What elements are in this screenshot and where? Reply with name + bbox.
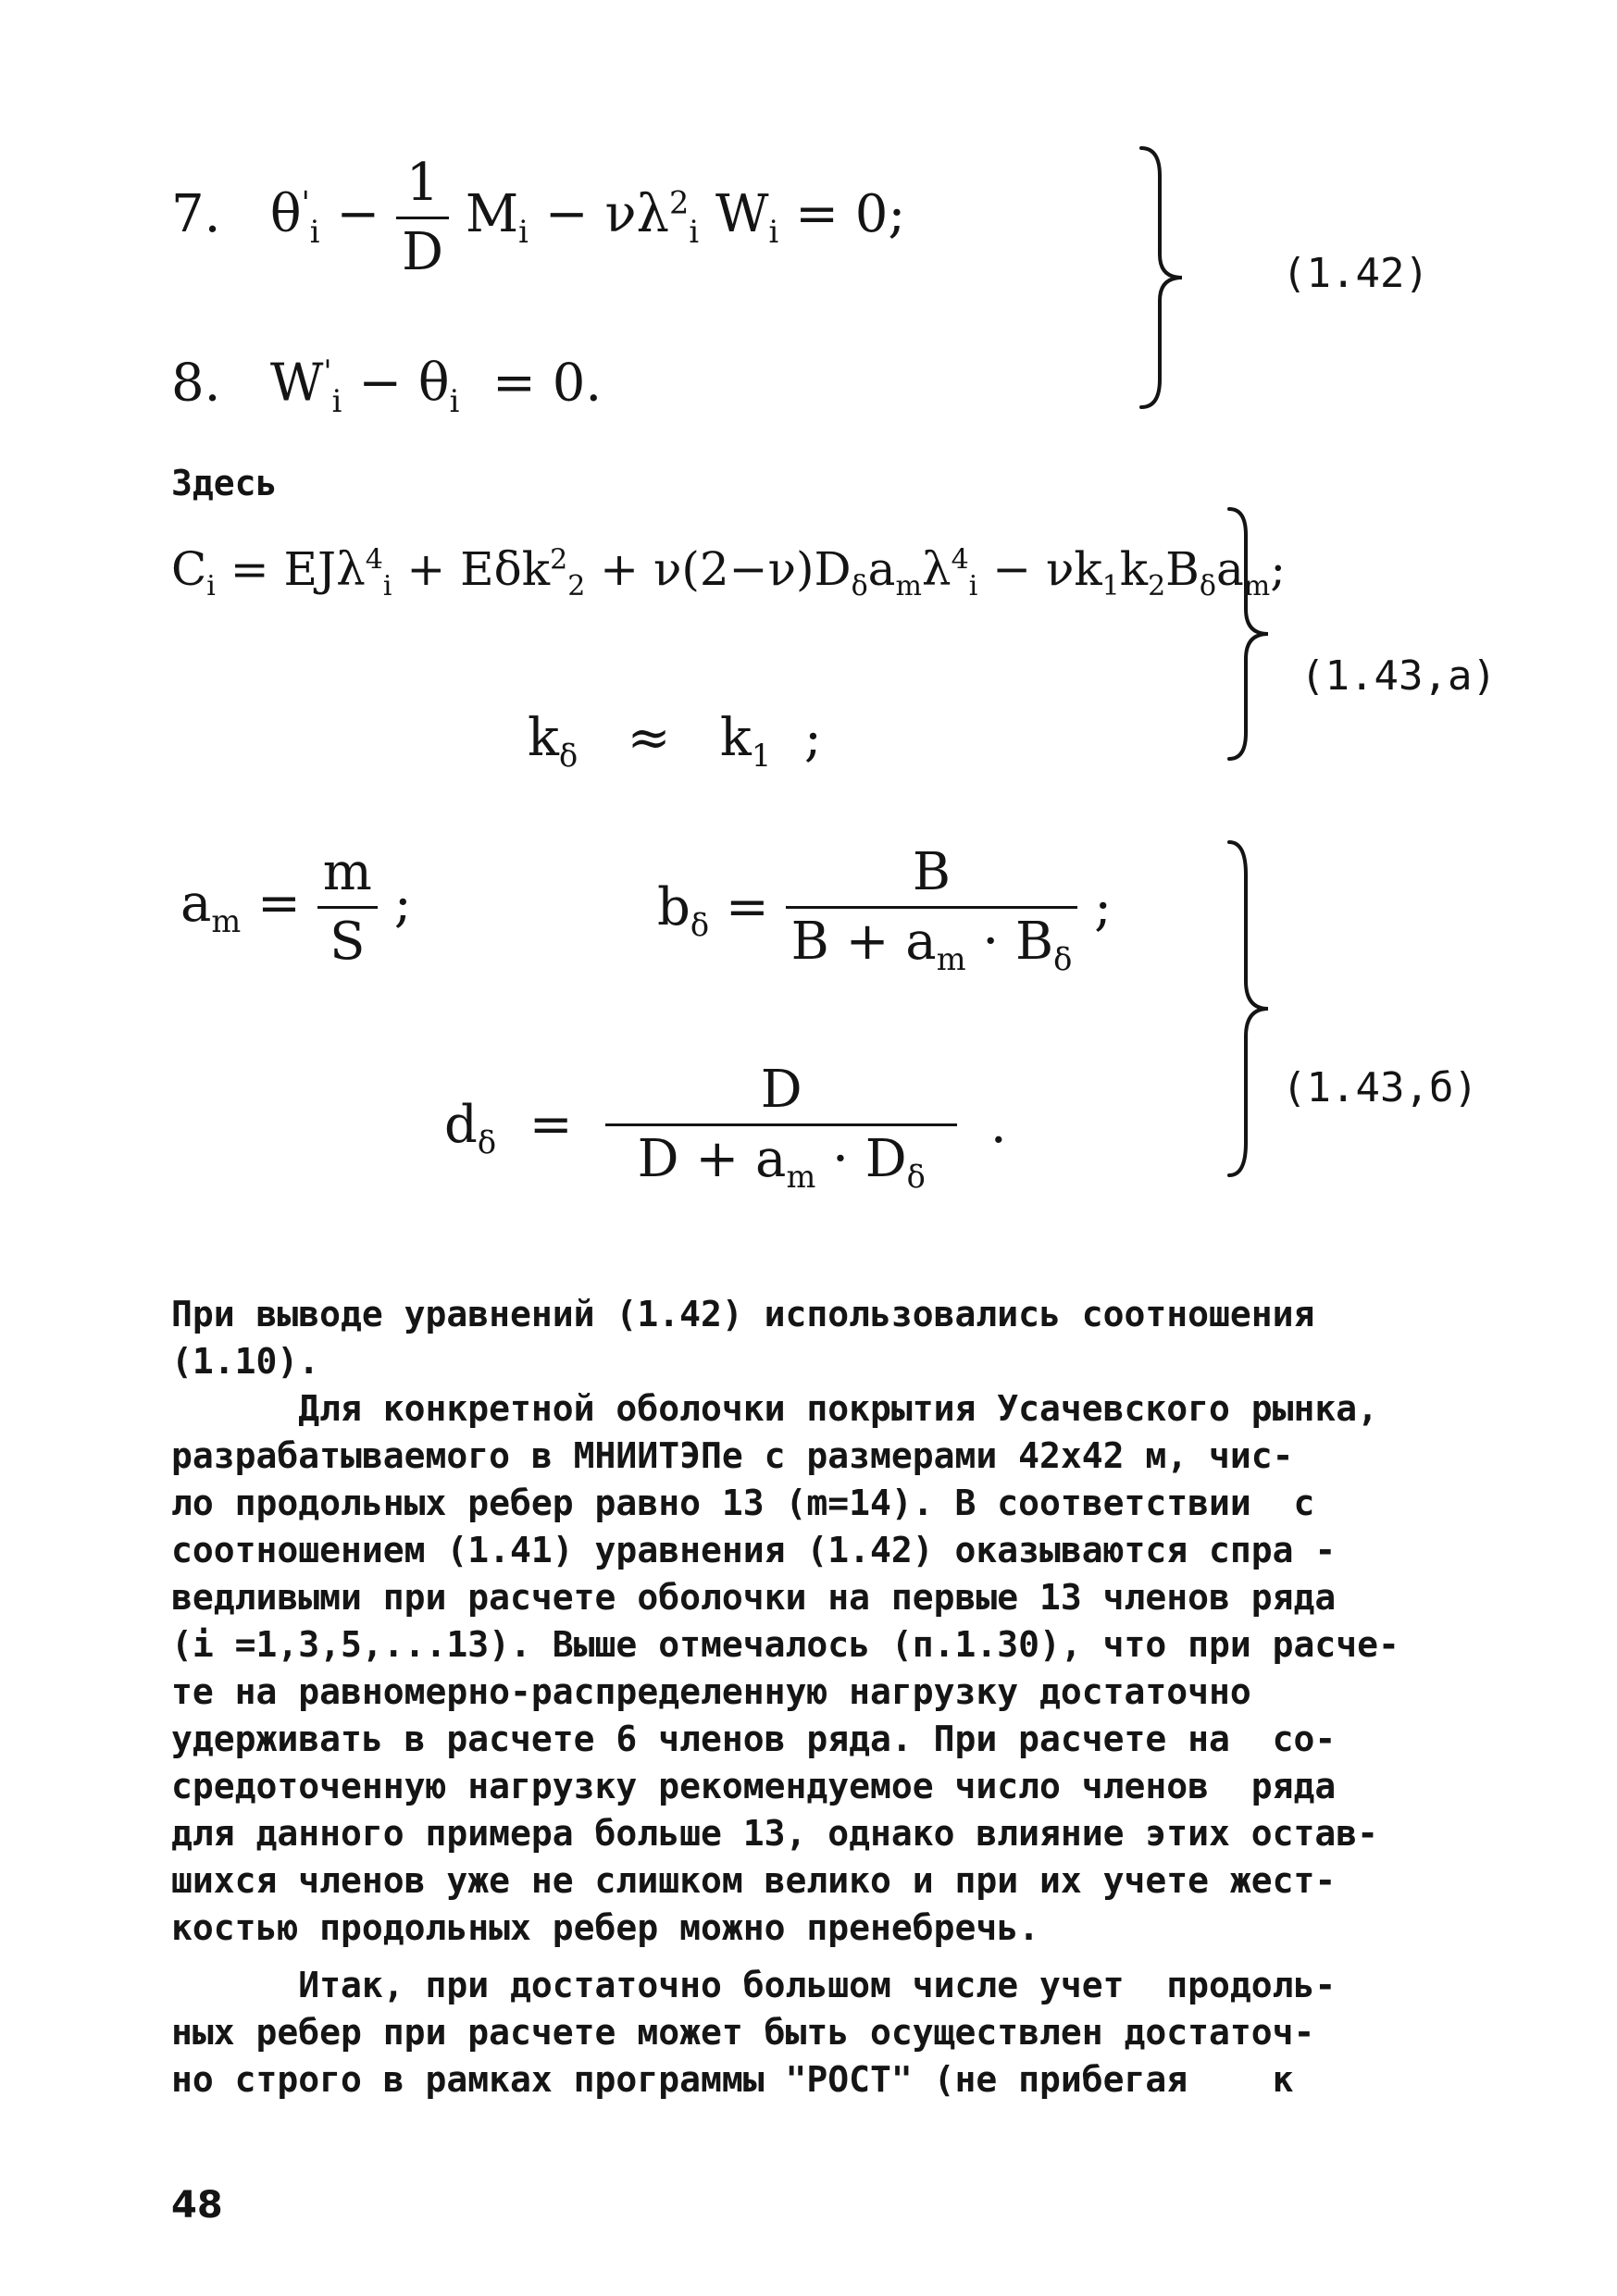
text-line: При выводе уравнений (1.42) использовались соотношения bbox=[171, 1294, 1315, 1334]
here-label: Здесь bbox=[171, 463, 278, 503]
equation-d: $d_\delta$ = $\frac{D}{D + a_m \cdot D_\delta}$ . bbox=[444, 1060, 1007, 1196]
paragraph-1 bbox=[171, 1291, 1314, 1385]
text-line: (1.10). bbox=[171, 1341, 320, 1382]
theta-symbol: θ bbox=[269, 184, 302, 244]
paragraph-2 bbox=[171, 1385, 1399, 1952]
text-line: костью продольных ребер можно пренебречь. bbox=[171, 1907, 1039, 1948]
equation-7-number: 7. bbox=[171, 184, 221, 244]
paragraph-3 bbox=[171, 1962, 1336, 2104]
equation-am: $a_m$ = $\frac{m}{S}$ ; bbox=[180, 842, 412, 972]
equation-label-1-43a: (1.43,a) bbox=[1300, 652, 1497, 700]
text-line: те на равномерно-распределенную нагрузку достаточно bbox=[171, 1671, 1251, 1712]
text-line: Итак, при достаточно большом числе учет продоль- bbox=[171, 1965, 1337, 2005]
equation-k: $k_\delta$ ≈ $k_1$ ; bbox=[528, 708, 822, 775]
equation-7: 7. $\theta'_i$ − $\frac{1}{D}$ $M_i - \nu\lambda^2_i$ $W_i = 0$; bbox=[171, 153, 906, 282]
fraction-1-over-d: $\frac{1}{D}$ bbox=[396, 157, 449, 279]
text-line: средоточенную нагрузку рекомендуемое число членов ряда bbox=[171, 1766, 1337, 1806]
text-line: для данного примера больше 13, однако влияние этих остав- bbox=[171, 1813, 1379, 1854]
text-line: (i =1,3,5,...13). Выше отмечалось (п.1.30), что при расче- bbox=[171, 1624, 1399, 1665]
equation-8-number: 8. bbox=[171, 353, 221, 414]
equation-label-1-43b: (1.43,б) bbox=[1282, 1064, 1478, 1111]
equation-8: 8. $W'_i - \theta_i = 0$. bbox=[171, 353, 603, 419]
equation-label-1-42: (1.42) bbox=[1282, 250, 1429, 297]
text-line: но строго в рамках программы "РОСТ" (не прибегая к bbox=[171, 2059, 1294, 2100]
brace-1-42 bbox=[1134, 139, 1189, 416]
equation-b: $b_\delta$ = $\frac{B}{B + a_m \cdot B_\delta}$ ; bbox=[657, 842, 1113, 978]
text-line: ло продольных ребер равно 13 (m=14). В соответствии с bbox=[171, 1483, 1315, 1523]
text-line: соотношением (1.41) уравнения (1.42) оказываются спра - bbox=[171, 1530, 1337, 1570]
text-line: Для конкретной оболочки покрытия Усачевского рынка, bbox=[171, 1388, 1379, 1429]
equation-c: $C_i = EJ\lambda^4_i + E\delta k^2_2 + \nu(2-\nu)D_\delta a_m\lambda^4_i - \nu k_1k_2B_\delta a_m$; bbox=[171, 542, 1287, 602]
text-line: ных ребер при расчете может быть осуществлен достаточ- bbox=[171, 2012, 1315, 2053]
brace-1-43a bbox=[1222, 500, 1277, 768]
text-line: шихся членов уже не слишком велико и при их учете жест- bbox=[171, 1860, 1337, 1901]
text-line: ведливыми при расчете оболочки на первые 13 членов ряда bbox=[171, 1577, 1337, 1618]
brace-1-43b bbox=[1222, 833, 1277, 1185]
text-line: разрабатываемого в МНИИТЭПе с размерами 42х42 м, чис- bbox=[171, 1435, 1294, 1476]
text-line: удерживать в расчете 6 членов ряда. При расчете на со- bbox=[171, 1719, 1337, 1759]
page-number: 48 bbox=[171, 2184, 223, 2227]
